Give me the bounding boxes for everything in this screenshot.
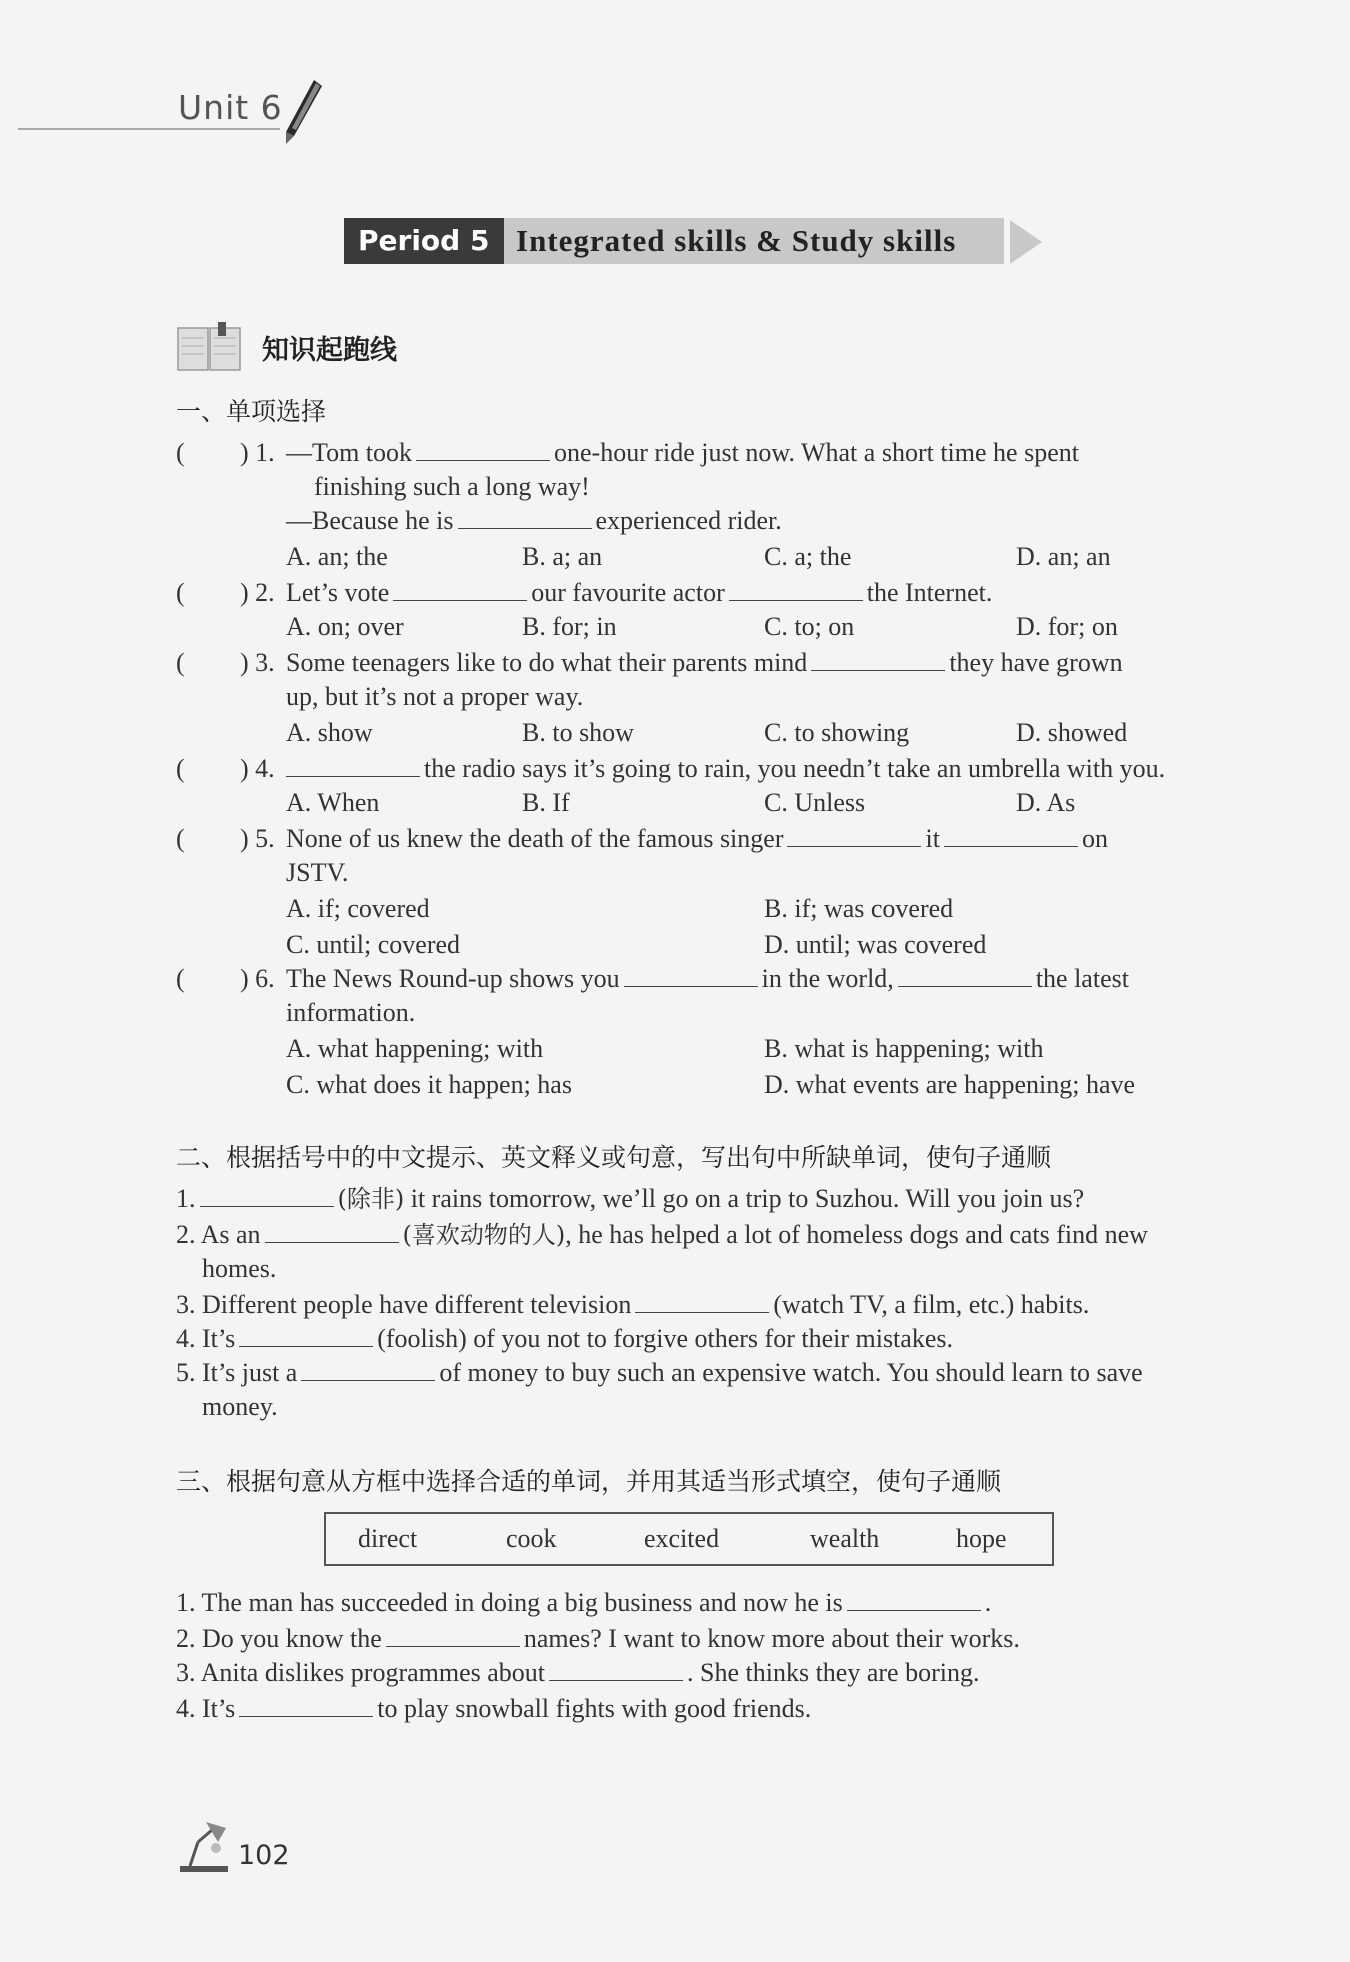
fill-line: 4. It’s (foolish) of you not to forgive others for their mistakes. bbox=[176, 1324, 953, 1353]
fill-line: 3. Anita dislikes programmes about . She thinks they are boring. bbox=[176, 1658, 980, 1687]
question-line: the radio says it’s going to rain, you needn’t take an umbrella with you. bbox=[286, 754, 1165, 784]
question-number: ) 2. bbox=[240, 578, 275, 607]
book-icon bbox=[176, 322, 242, 372]
answer-paren: ( bbox=[176, 438, 185, 467]
fill-line: 1. The man has succeeded in doing a big business and now he is . bbox=[176, 1588, 992, 1617]
word-option: wealth bbox=[810, 1524, 880, 1553]
question-line: finishing such a long way! bbox=[314, 472, 590, 501]
unit-title: Unit 6 bbox=[178, 88, 283, 127]
period-banner bbox=[344, 218, 1004, 264]
answer-blank[interactable] bbox=[393, 578, 527, 601]
answer-paren: ( bbox=[176, 964, 185, 993]
fill-line: 3. Different people have different television (watch TV, a film, etc.) habits. bbox=[176, 1290, 1090, 1319]
answer-blank[interactable] bbox=[200, 1184, 334, 1207]
option-d[interactable]: D. until; was covered bbox=[764, 930, 987, 959]
option-a[interactable]: A. When bbox=[286, 788, 380, 817]
page-number: 102 bbox=[238, 1840, 290, 1871]
answer-paren: ( bbox=[176, 578, 185, 607]
answer-blank[interactable] bbox=[386, 1624, 520, 1647]
option-b[interactable]: B. a; an bbox=[522, 542, 603, 571]
answer-blank[interactable] bbox=[301, 1358, 435, 1381]
answer-paren: ( bbox=[176, 648, 185, 677]
lamp-icon bbox=[176, 1818, 232, 1874]
fill-line: 4. It’s to play snowball fights with good friends. bbox=[176, 1694, 812, 1723]
option-c[interactable]: C. a; the bbox=[764, 542, 852, 571]
part1-heading: 一、单项选择 bbox=[176, 397, 327, 426]
word-option: direct bbox=[358, 1524, 418, 1553]
word-option: cook bbox=[506, 1524, 557, 1553]
pen-icon bbox=[280, 78, 324, 146]
option-a[interactable]: A. on; over bbox=[286, 612, 404, 641]
option-d[interactable]: D. what events are happening; have bbox=[764, 1070, 1136, 1099]
question-line: None of us knew the death of the famous singer it on bbox=[286, 824, 1108, 853]
option-b[interactable]: B. for; in bbox=[522, 612, 617, 641]
answer-blank[interactable] bbox=[944, 824, 1078, 847]
option-a[interactable]: A. an; the bbox=[286, 542, 388, 571]
answer-paren: ( bbox=[176, 824, 185, 853]
answer-blank[interactable] bbox=[239, 1324, 373, 1347]
answer-blank[interactable] bbox=[635, 1290, 769, 1313]
fill-line-cont: homes. bbox=[202, 1254, 277, 1283]
option-c[interactable]: C. what does it happen; has bbox=[286, 1070, 572, 1099]
word-option: hope bbox=[956, 1524, 1007, 1553]
answer-blank[interactable] bbox=[416, 438, 550, 461]
question-line: —Because he is experienced rider. bbox=[286, 506, 782, 535]
section-title: 知识起跑线 bbox=[262, 335, 397, 366]
question-line: information. bbox=[286, 998, 416, 1027]
answer-blank[interactable] bbox=[847, 1588, 981, 1611]
answer-blank[interactable] bbox=[265, 1220, 399, 1243]
option-b[interactable]: B. If bbox=[522, 788, 570, 817]
option-b[interactable]: B. to show bbox=[522, 718, 634, 747]
question-line: Let’s vote our favourite actor the Internet. bbox=[286, 578, 993, 607]
option-d[interactable]: D. As bbox=[1016, 788, 1076, 817]
answer-blank[interactable] bbox=[898, 964, 1032, 987]
question-number: ) 4. bbox=[240, 754, 275, 783]
fill-line: 2. Do you know the names? I want to know more about their works. bbox=[176, 1624, 1020, 1653]
part2-heading: 二、根据括号中的中文提示、英文释义或句意，写出句中所缺单词，使句子通顺 bbox=[176, 1143, 1052, 1172]
option-b[interactable]: B. if; was covered bbox=[764, 894, 954, 923]
answer-blank[interactable] bbox=[624, 964, 758, 987]
fill-line: 5. It’s just a of money to buy such an expensive watch. You should learn to save bbox=[176, 1358, 1143, 1387]
question-number: ) 1. bbox=[240, 438, 275, 467]
option-d[interactable]: D. showed bbox=[1016, 718, 1128, 747]
part3-heading: 三、根据句意从方框中选择合适的单词，并用其适当形式填空，使句子通顺 bbox=[176, 1467, 1002, 1496]
option-a[interactable]: A. what happening; with bbox=[286, 1034, 544, 1063]
answer-blank[interactable] bbox=[286, 754, 420, 777]
word-option: excited bbox=[644, 1524, 720, 1553]
period-title: Integrated skills & Study skills bbox=[504, 218, 1004, 264]
header-rule bbox=[18, 128, 280, 130]
option-d[interactable]: D. an; an bbox=[1016, 542, 1111, 571]
option-c[interactable]: C. until; covered bbox=[286, 930, 461, 959]
fill-line: 2. As an (喜欢动物的人), he has helped a lot of homeless dogs and cats find new bbox=[176, 1220, 1148, 1249]
answer-paren: ( bbox=[176, 754, 185, 783]
answer-blank[interactable] bbox=[549, 1658, 683, 1681]
answer-blank[interactable] bbox=[239, 1694, 373, 1717]
question-line: JSTV. bbox=[286, 858, 349, 887]
option-d[interactable]: D. for; on bbox=[1016, 612, 1118, 641]
option-a[interactable]: A. show bbox=[286, 718, 373, 747]
question-line: —Tom took one-hour ride just now. What a short time he spent bbox=[286, 438, 1079, 467]
question-number: ) 6. bbox=[240, 964, 275, 993]
answer-blank[interactable] bbox=[787, 824, 921, 847]
option-c[interactable]: C. to; on bbox=[764, 612, 855, 641]
question-line: Some teenagers like to do what their parents mind they have grown bbox=[286, 648, 1123, 677]
banner-arrow-icon bbox=[1010, 220, 1042, 264]
option-c[interactable]: C. to showing bbox=[764, 718, 910, 747]
option-a[interactable]: A. if; covered bbox=[286, 894, 430, 923]
answer-blank[interactable] bbox=[458, 506, 592, 529]
question-line: up, but it’s not a proper way. bbox=[286, 682, 584, 711]
period-label: Period 5 bbox=[344, 218, 504, 264]
option-c[interactable]: C. Unless bbox=[764, 788, 866, 817]
question-number: ) 3. bbox=[240, 648, 275, 677]
answer-blank[interactable] bbox=[729, 578, 863, 601]
question-line: The News Round-up shows you in the world, the latest bbox=[286, 964, 1129, 993]
word-box bbox=[324, 1512, 1054, 1566]
question-number: ) 5. bbox=[240, 824, 275, 853]
fill-line-cont: money. bbox=[202, 1392, 278, 1421]
answer-blank[interactable] bbox=[811, 648, 945, 671]
option-b[interactable]: B. what is happening; with bbox=[764, 1034, 1044, 1063]
fill-line: 1. (除非) it rains tomorrow, we’ll go on a trip to Suzhou. Will you join us? bbox=[176, 1184, 1085, 1213]
